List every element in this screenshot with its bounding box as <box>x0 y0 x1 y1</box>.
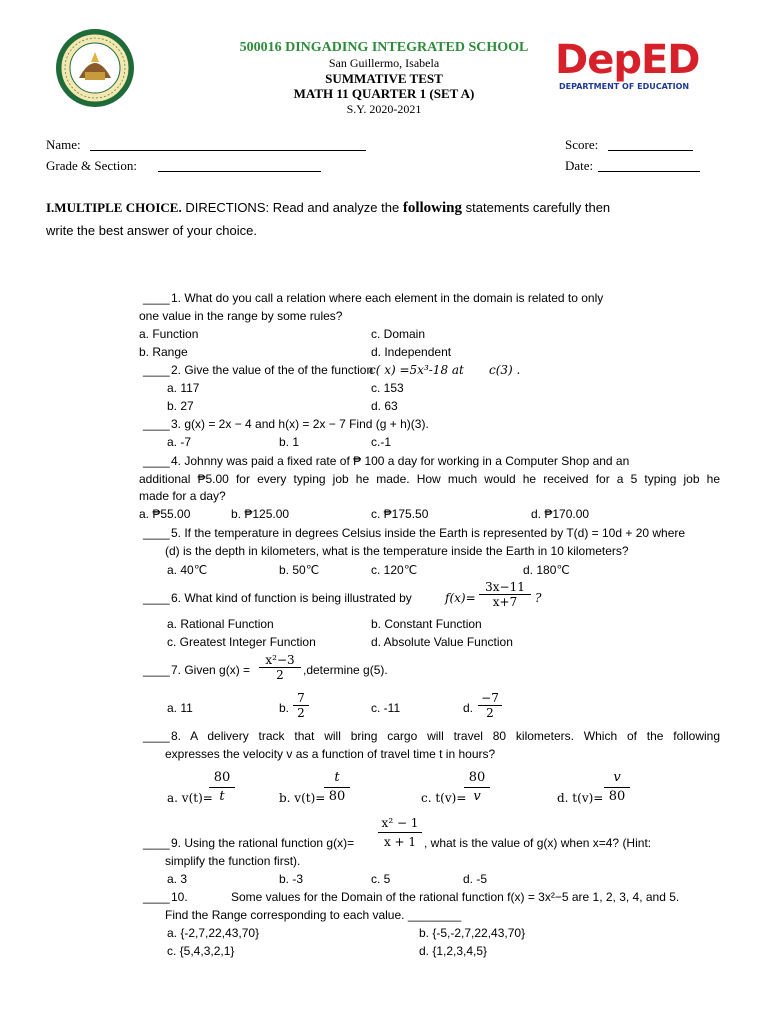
q4-option-a[interactable]: a. ₱55.00 <box>139 507 191 521</box>
q9-denominator: x + 1 <box>383 835 417 849</box>
q6-denominator: x+7 <box>492 595 518 609</box>
q5-option-a[interactable]: a. 40℃ <box>167 563 208 577</box>
q7-option-d-numerator: −7 <box>478 691 502 706</box>
q7-tail: ,determine g(5). <box>303 663 388 677</box>
q7-option-d-fraction[interactable] <box>478 691 502 720</box>
q4-text-c: made for a day? <box>139 489 226 503</box>
q9-option-c[interactable]: c. 5 <box>371 872 391 886</box>
q9-option-b[interactable]: b. -3 <box>279 872 304 886</box>
q1-text-a: 1. What do you call a relation where each element in the domain is related to only <box>171 291 604 305</box>
q9-option-a[interactable]: a. 3 <box>167 872 188 886</box>
q4-text-a: 4. Johnny was paid a fixed rate of ₱ 100 a day for working in a Computer Shop and an <box>171 454 630 468</box>
q8-option-b-fraction[interactable] <box>324 769 350 806</box>
q7-option-b-numerator: 7 <box>293 691 309 706</box>
q3-option-c[interactable]: c.-1 <box>371 435 392 449</box>
q2-option-c[interactable]: c. 153 <box>371 381 404 395</box>
q3-option-a[interactable]: a. -7 <box>167 435 192 449</box>
q2-option-b[interactable]: b. 27 <box>167 399 194 413</box>
q5-option-b[interactable]: b. 50℃ <box>279 563 320 577</box>
q8-option-d[interactable]: d. t(v)= <box>557 791 604 805</box>
q2-blank[interactable]: ____ <box>143 363 170 377</box>
q10-text-b: Find the Range corresponding to each value. ________ <box>165 908 462 922</box>
q10-text-a: Some values for the Domain of the rational function f(x) = 3x²−5 are 1, 2, 3, 4, and 5. <box>231 890 680 904</box>
score-label: Score: <box>565 137 599 152</box>
q1-option-d[interactable]: d. Independent <box>371 345 452 359</box>
q2-at: c(3) . <box>489 363 521 377</box>
q8-option-b[interactable]: b. v(t)= <box>279 791 326 805</box>
q10-option-a[interactable]: a. {-2,7,22,43,70} <box>167 926 260 940</box>
q7-option-a[interactable]: a. 11 <box>167 701 193 715</box>
q7-blank[interactable]: ____ <box>143 663 170 677</box>
test-title: SUMMATIVE TEST <box>325 71 443 86</box>
q8-option-d-numerator: v <box>604 769 630 788</box>
q1-option-c[interactable]: c. Domain <box>371 327 426 341</box>
directions-text-b: statements carefully then <box>465 200 611 215</box>
q2-text: 2. Give the value of the of the function <box>171 363 374 377</box>
q4-text-b: additional ₱5.00 for every typing job he made. How much would he received for a 5 typing job he <box>139 472 720 486</box>
instructions <box>46 200 610 217</box>
q4-blank[interactable]: ____ <box>143 454 170 468</box>
q3-text: 3. g(x) = 2x − 4 and h(x) = 2x − 7 Find (g + h)(3). <box>171 417 429 431</box>
q10-number: 10. <box>171 890 188 904</box>
q2-option-d[interactable]: d. 63 <box>371 399 398 413</box>
q6-fraction <box>479 580 531 609</box>
q7-option-d[interactable]: d. <box>463 701 474 715</box>
q8-text-b: expresses the velocity v as a function of travel time t in hours? <box>165 747 496 761</box>
q10-option-b[interactable]: b. {-5,-2,7,22,43,70} <box>419 926 526 940</box>
q1-option-a[interactable]: a. Function <box>139 327 199 341</box>
q9-text-b: , what is the value of g(x) when x=4? (Hint: <box>424 836 652 850</box>
q6-numerator: 3x−11 <box>479 580 531 595</box>
q6-option-a[interactable]: a. Rational Function <box>167 617 274 631</box>
q1-option-b[interactable]: b. Range <box>139 345 188 359</box>
test-subject: MATH 11 QUARTER 1 (SET A) <box>293 86 475 101</box>
q9-option-d[interactable]: d. -5 <box>463 872 488 886</box>
q6-option-b[interactable]: b. Constant Function <box>371 617 482 631</box>
date-label: Date: <box>565 158 594 173</box>
deped-logo-subtitle: DEPARTMENT OF EDUCATION <box>559 82 690 91</box>
q9-blank[interactable]: ____ <box>143 836 170 850</box>
q7-text: 7. Given g(x) = <box>171 663 251 677</box>
directions-text-c: write the best answer of your choice. <box>46 223 257 238</box>
q3-option-b[interactable]: b. 1 <box>279 435 300 449</box>
q7-fraction <box>259 653 301 682</box>
q8-option-a[interactable]: a. v(t)= <box>167 791 213 805</box>
q1-blank[interactable]: ____ <box>143 291 170 305</box>
q10-option-d[interactable]: d. {1,2,3,4,5} <box>419 944 488 958</box>
q8-option-b-denominator: 80 <box>328 789 346 804</box>
school-address: San Guillermo, Isabela <box>328 56 440 70</box>
q6-option-c[interactable]: c. Greatest Integer Function <box>167 635 316 649</box>
q7-option-d-denominator: 2 <box>486 706 494 720</box>
q8-option-c-numerator: 80 <box>464 769 490 788</box>
q10-option-c[interactable]: c. {5,4,3,2,1} <box>167 944 235 958</box>
name-field[interactable] <box>90 150 366 151</box>
q8-text-a: 8. A delivery track that will bring cargo will travel 80 kilometers. Which of the following <box>171 729 720 743</box>
q7-option-b-denominator: 2 <box>297 706 305 720</box>
q9-fraction <box>378 814 422 851</box>
q8-option-c[interactable]: c. t(v)= <box>421 791 467 805</box>
q5-text-a: 5. If the temperature in degrees Celsius inside the Earth is represented by T(d) = 10d + 20 where <box>171 526 686 540</box>
deped-logo <box>555 38 715 98</box>
q6-question-mark: ? <box>535 591 542 605</box>
q8-option-d-denominator: 80 <box>608 789 626 804</box>
q1-text-b: one value in the range by some rules? <box>139 309 343 323</box>
q8-option-d-fraction[interactable] <box>604 769 630 806</box>
q10-blank[interactable]: ____ <box>143 890 170 904</box>
q7-option-b[interactable]: b. <box>279 701 290 715</box>
q8-option-b-numerator: t <box>324 769 350 788</box>
q5-option-c[interactable]: c. 120℃ <box>371 563 418 577</box>
q9-text-c: simplify the function first). <box>165 854 301 868</box>
q6-fx: f(x)= <box>445 591 476 605</box>
q8-option-a-fraction[interactable] <box>209 769 235 806</box>
q9-numerator: x² − 1 <box>378 814 422 833</box>
directions-following: following <box>402 200 463 216</box>
q7-numerator: x²−3 <box>259 653 301 668</box>
q8-blank[interactable]: ____ <box>143 729 170 743</box>
directions-text-a: DIRECTIONS: Read and analyze the <box>185 200 400 215</box>
q4-option-c[interactable]: c. ₱175.50 <box>371 507 429 521</box>
q3-blank[interactable]: ____ <box>143 417 170 431</box>
q4-option-d[interactable]: d. ₱170.00 <box>531 507 590 521</box>
score-field[interactable] <box>608 150 693 151</box>
deped-logo-text: DepED <box>555 37 700 83</box>
q8-option-a-numerator: 80 <box>209 769 235 788</box>
name-label: Name: <box>46 137 81 152</box>
q7-option-c[interactable]: c. -11 <box>371 701 401 715</box>
q9-text-a: 9. Using the rational function g(x)= <box>171 836 355 850</box>
q6-text: 6. What kind of function is being illustrated by <box>171 591 412 605</box>
q2-option-a[interactable]: a. 117 <box>167 381 200 395</box>
school-year: S.Y. 2020-2021 <box>346 102 422 116</box>
grade-section-field[interactable] <box>158 171 321 172</box>
q2-function: c( x) =5x³-18 at <box>369 363 464 377</box>
date-field[interactable] <box>598 171 700 172</box>
q8-option-a-denominator: t <box>219 789 225 804</box>
q7-denominator: 2 <box>276 668 284 682</box>
q6-blank[interactable]: ____ <box>143 591 170 605</box>
q7-option-b-fraction[interactable] <box>293 691 309 720</box>
q6-option-d[interactable]: d. Absolute Value Function <box>371 635 513 649</box>
q5-text-b: (d) is the depth in kilometers, what is the temperature inside the Earth in 10 kilometers? <box>165 544 629 558</box>
q4-option-b[interactable]: b. ₱125.00 <box>231 507 290 521</box>
q8-option-c-fraction[interactable] <box>464 769 490 806</box>
q8-option-c-denominator: v <box>473 789 481 804</box>
q5-blank[interactable]: ____ <box>143 526 170 540</box>
section-heading: I.MULTIPLE CHOICE. <box>46 200 182 215</box>
q5-option-d[interactable]: d. 180℃ <box>523 563 570 577</box>
grade-section-label: Grade & Section: <box>46 158 137 173</box>
school-name: 500016 DINGADING INTEGRATED SCHOOL <box>239 40 529 55</box>
